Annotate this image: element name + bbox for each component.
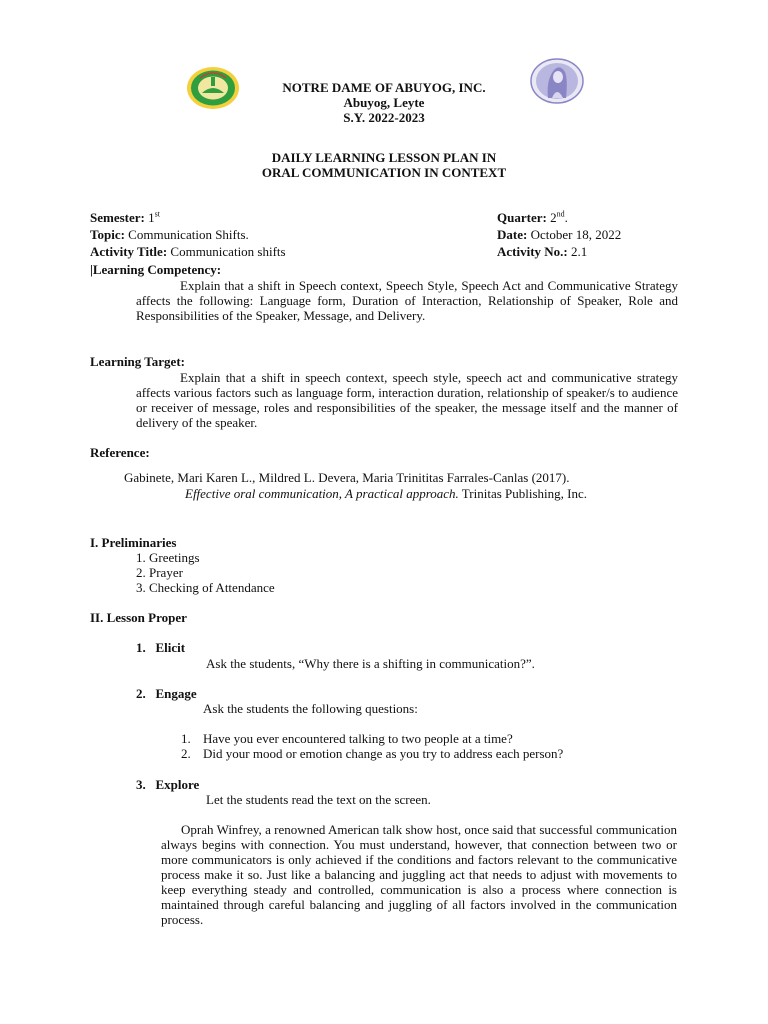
preliminaries-heading: I. Preliminaries	[90, 535, 177, 550]
engage-question-number: 1.	[181, 731, 191, 746]
activity-title-field	[90, 244, 286, 259]
elicit-text: Ask the students, “Why there is a shifting in communication?”.	[206, 656, 535, 671]
plan-title-line1: DAILY LEARNING LESSON PLAN IN	[271, 150, 497, 165]
activity-title-value: Communication shifts	[170, 244, 286, 259]
competency-text: Explain that a shift in Speech context, Speech Style, Speech Act and Communicative Strategy affects the following: Language form, Duration of Interaction, Relationship of Speaker, Role and Responsibilities of the Speaker, Message, and Delivery.	[136, 278, 678, 323]
date-field	[497, 227, 621, 242]
explore-heading: 3. Explore	[136, 777, 200, 792]
engage-question: Did your mood or emotion change as you try to address each person?	[203, 746, 564, 761]
quarter-value: 2	[550, 210, 557, 225]
semester-label: Semester:	[90, 210, 145, 225]
quarter-label: Quarter:	[497, 210, 547, 225]
preliminaries-item: 1. Greetings	[136, 550, 200, 565]
topic-value: Communication Shifts.	[128, 227, 249, 242]
explore-text: Let the students read the text on the screen.	[206, 792, 431, 807]
quarter-field	[497, 210, 568, 225]
preliminaries-item: 2. Prayer	[136, 565, 183, 580]
reference-source	[185, 486, 587, 501]
school-year: S.Y. 2022-2023	[343, 110, 425, 125]
semester-suffix: st	[154, 209, 160, 219]
lesson-proper-heading: II. Lesson Proper	[90, 610, 187, 625]
elicit-heading: 1. Elicit	[136, 640, 186, 655]
topic-field	[90, 227, 249, 242]
quarter-suffix: nd	[556, 209, 565, 219]
activity-no-field	[497, 244, 587, 259]
engage-question: Have you ever encountered talking to two people at a time?	[203, 731, 513, 746]
quarter-tail: .	[564, 210, 568, 225]
school-location: Abuyog, Leyte	[343, 95, 425, 110]
semester-value: 1	[148, 210, 155, 225]
reference-publisher: Trinitas Publishing, Inc.	[458, 486, 588, 501]
date-label: Date:	[497, 227, 528, 242]
reference-label: Reference:	[90, 445, 150, 460]
engage-text: Ask the students the following questions:	[203, 701, 418, 716]
plan-title-line2: ORAL COMMUNICATION IN CONTEXT	[261, 165, 507, 180]
topic-label: Topic:	[90, 227, 125, 242]
semester-field	[90, 210, 160, 225]
reference-title: Effective oral communication, A practical approach.	[185, 486, 459, 501]
engage-heading: 2. Engage	[136, 686, 197, 701]
activity-title-label: Activity Title:	[90, 244, 168, 259]
date-value: October 18, 2022	[530, 227, 622, 242]
activity-no-value: 2.1	[571, 244, 588, 259]
reference-authors: Gabinete, Mari Karen L., Mildred L. Devera, Maria Trinititas Farrales-Canlas (2017).	[124, 470, 570, 485]
engage-question-number: 2.	[181, 746, 191, 761]
explore-passage: Oprah Winfrey, a renowned American talk show host, once said that successful communication always begins with connection. You must understand, however, that connection between two or more communicators is only achieved if the conditions and factors relevant to the communicative process make it so. Just like a balancing and juggling act that needs to adjust with movements to keep everything steady and controlled, communication is also a process where connection is maintained through careful balancing and juggling of all factors involved in the communication process.	[161, 822, 677, 927]
competency-label: |Learning Competency:	[90, 262, 222, 277]
target-text: Explain that a shift in speech context, speech style, speech act and communicative strategy affects various factors such as language form, interaction duration, relationship of speaker/s to audience or receiver of message, roles and responsibilities of the speaker, the message itself and the manner of delivery of the speaker.	[136, 370, 678, 430]
school-name: NOTRE DAME OF ABUYOG, INC.	[282, 80, 486, 95]
activity-no-label: Activity No.:	[497, 244, 568, 259]
preliminaries-item: 3. Checking of Attendance	[136, 580, 275, 595]
target-label: Learning Target:	[90, 354, 185, 369]
